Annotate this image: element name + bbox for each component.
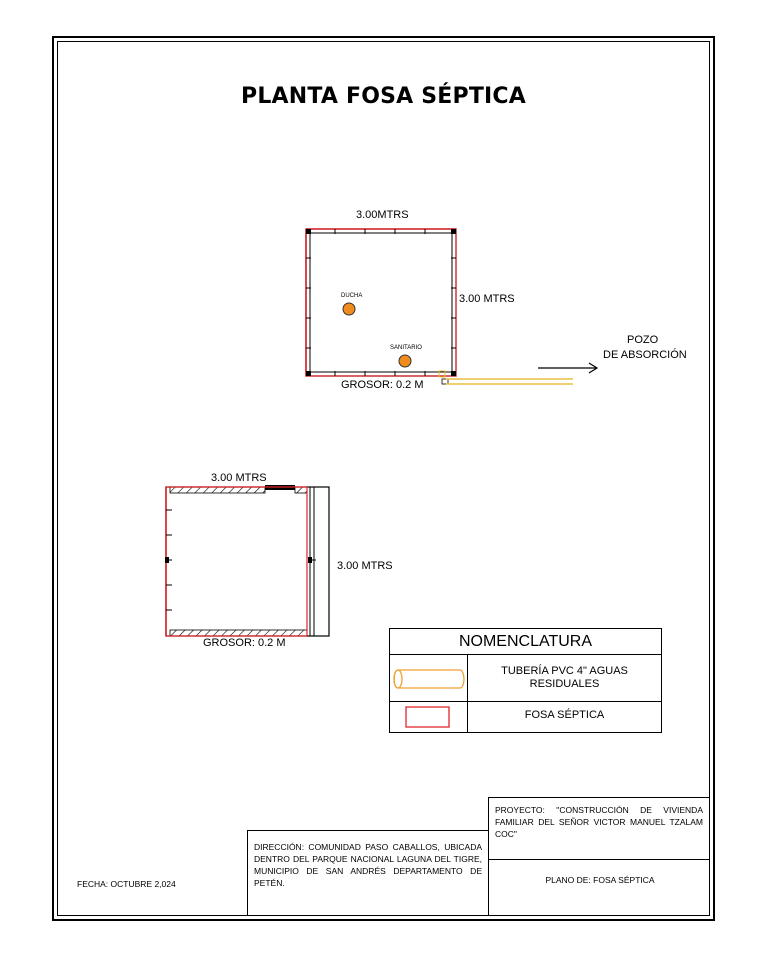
proyecto-box [488, 797, 710, 860]
top-width-label: 3.00MTRS [356, 209, 409, 221]
nomenclature-fosa-label: FOSA SÉPTICA [524, 709, 605, 721]
plano-text: PLANO DE: FOSA SÉPTICA [545, 875, 655, 885]
top-plan-inner-wall [310, 233, 452, 372]
nomenclature-row [390, 702, 661, 732]
nomenclature-heading: NOMENCLATURA [390, 629, 661, 655]
ducha-label: DUCHA [341, 293, 363, 299]
nomenclature-table [389, 628, 662, 733]
direccion-text: DIRECCIÓN: COMUNIDAD PASO CABALLOS, UBICADA DENTRO DEL PARQUE NACIONAL LAGUNA DEL TIGRE, MUNICIPIO DE SAN ANDRÉS DEPARTAMENTO DE PETÉN. [254, 842, 482, 888]
pozo-label-line2: DE ABSORCIÓN [603, 349, 687, 361]
page-title: PLANTA FOSA SÉPTICA [241, 84, 526, 109]
top-plan-outer-wall [306, 229, 456, 376]
top-plan [306, 229, 597, 384]
nomenclature-divider [467, 655, 468, 732]
bottom-plan [165, 485, 329, 636]
bottom-thickness-label: GROSOR: 0.2 M [203, 637, 286, 649]
ducha-fixture-icon [343, 303, 355, 315]
direccion-box [247, 830, 489, 916]
bottom-height-label: 3.00 MTRS [337, 560, 393, 572]
proyecto-text: PROYECTO: "CONSTRUCCIÓN DE VIVIENDA FAMILIAR DEL SEÑOR VICTOR MANUEL TZALAM COC" [495, 805, 703, 839]
sanitario-label: SANITARIO [390, 345, 422, 351]
pozo-label-line1: POZO [627, 334, 659, 346]
fecha-text: FECHA: OCTUBRE 2,024 [77, 879, 176, 889]
top-height-label: 3.00 MTRS [459, 293, 515, 305]
top-thickness-label: GROSOR: 0.2 M [341, 379, 424, 391]
nomenclature-pipe-label: TUBERÍA PVC 4" AGUAS RESIDUALES [501, 665, 628, 690]
sanitario-fixture-icon [399, 355, 411, 367]
nomenclature-row [390, 655, 661, 702]
plano-box [488, 859, 710, 916]
bottom-width-label: 3.00 MTRS [211, 472, 267, 484]
